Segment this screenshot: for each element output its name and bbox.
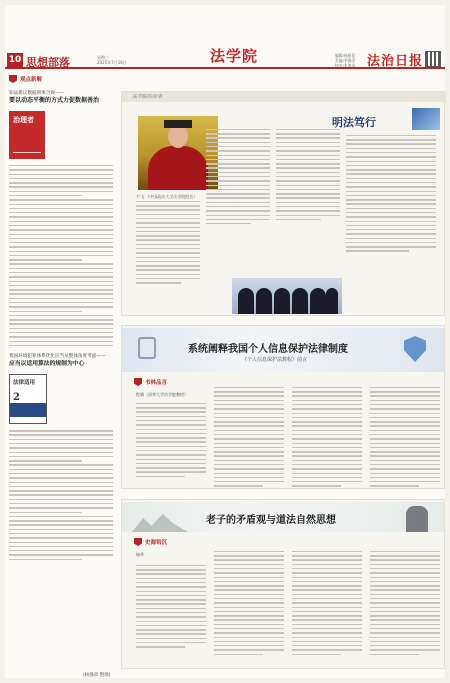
article-column [136,198,200,287]
section-label [134,378,167,386]
book-number: 2 [13,392,20,404]
newspaper-logo: 法治日报 [367,54,424,69]
bookmark-icon [134,538,142,546]
book-cover [9,374,47,424]
article-column [136,562,206,651]
shield-icon [404,336,426,362]
article-column [370,384,440,490]
article-column [292,384,362,490]
article-byline: 杨华 [136,552,144,557]
article-history [121,499,445,669]
feature-title: 明法笃行 [332,116,376,129]
article-column [370,548,440,658]
book-title: 法律适用 [13,380,36,387]
section-label-text: 观点新解 [20,77,43,83]
feature-banner [122,92,446,102]
article-byline: 程啸（清华大学法学院教授） [136,392,188,397]
editor-credits [335,53,355,68]
article-body-text [9,430,113,560]
article-column [214,548,284,658]
campus-photo [412,108,440,130]
article-column [214,384,284,490]
book-cover-band [10,403,46,417]
section-label-text: 史海钩沉 [145,540,168,546]
masthead [5,5,445,69]
feature-byline: 尹飞 （中国政法大学法学院院长） [136,194,198,199]
article-title: 系统阐释我国个人信息保护法律制度 [188,344,348,355]
book-title: 治理者 [13,115,34,124]
article-column [206,126,270,227]
book-cover-line [13,152,41,153]
headline-lead: 我国环境犯罪体系优化应当从整体角度考虑—— [9,354,106,360]
editor-line: 编辑/杨维佳 [335,53,356,58]
page-number: 10 [8,55,22,65]
article-body-text [9,165,113,346]
article-column [346,132,436,255]
mountain-illustration [132,512,188,532]
newspaper-page [5,5,445,678]
headline-main: 要以动态平衡的方式力促数据善治 [9,97,100,104]
section-label [9,75,113,83]
headline-lead: 知品新议数据刑事合规—— [9,91,65,96]
date: 2025年7月16日 [97,60,127,65]
editor-line: 校对/张海洋 [335,63,356,68]
bookmark-icon [9,75,17,83]
article-banner [122,328,444,372]
article-column [136,400,206,480]
feature-article [121,91,445,316]
graduates-photo [232,278,342,314]
article-title: 老子的矛盾观与道法自然思想 [206,515,336,526]
bookmark-icon [134,378,142,386]
article-book-review [121,325,445,489]
feature-tag: 法学院的故事 [132,94,163,100]
article-column [292,548,362,658]
weekday: 星期三 [97,55,109,60]
sage-figure-icon [406,506,428,532]
date-block [97,55,127,65]
section-label [134,538,167,546]
editor-line: 美编/李海萍 [335,58,356,63]
article-subtitle: 《个人信息保护法教程》前言 [242,357,308,363]
qr-code-icon [425,51,441,67]
section-name: 思想部落 [26,56,70,69]
book-cover [9,111,45,159]
article-banner [122,502,444,532]
headline-main: 应当以适用算法的规制为中心 [9,361,85,368]
column-title: 法学院 [210,47,259,65]
article-column [276,126,340,223]
editor-note: (杨强章 整理) [83,673,111,678]
lock-icon [138,337,156,359]
section-label-text: 书林品言 [145,380,168,386]
left-column [9,75,113,678]
